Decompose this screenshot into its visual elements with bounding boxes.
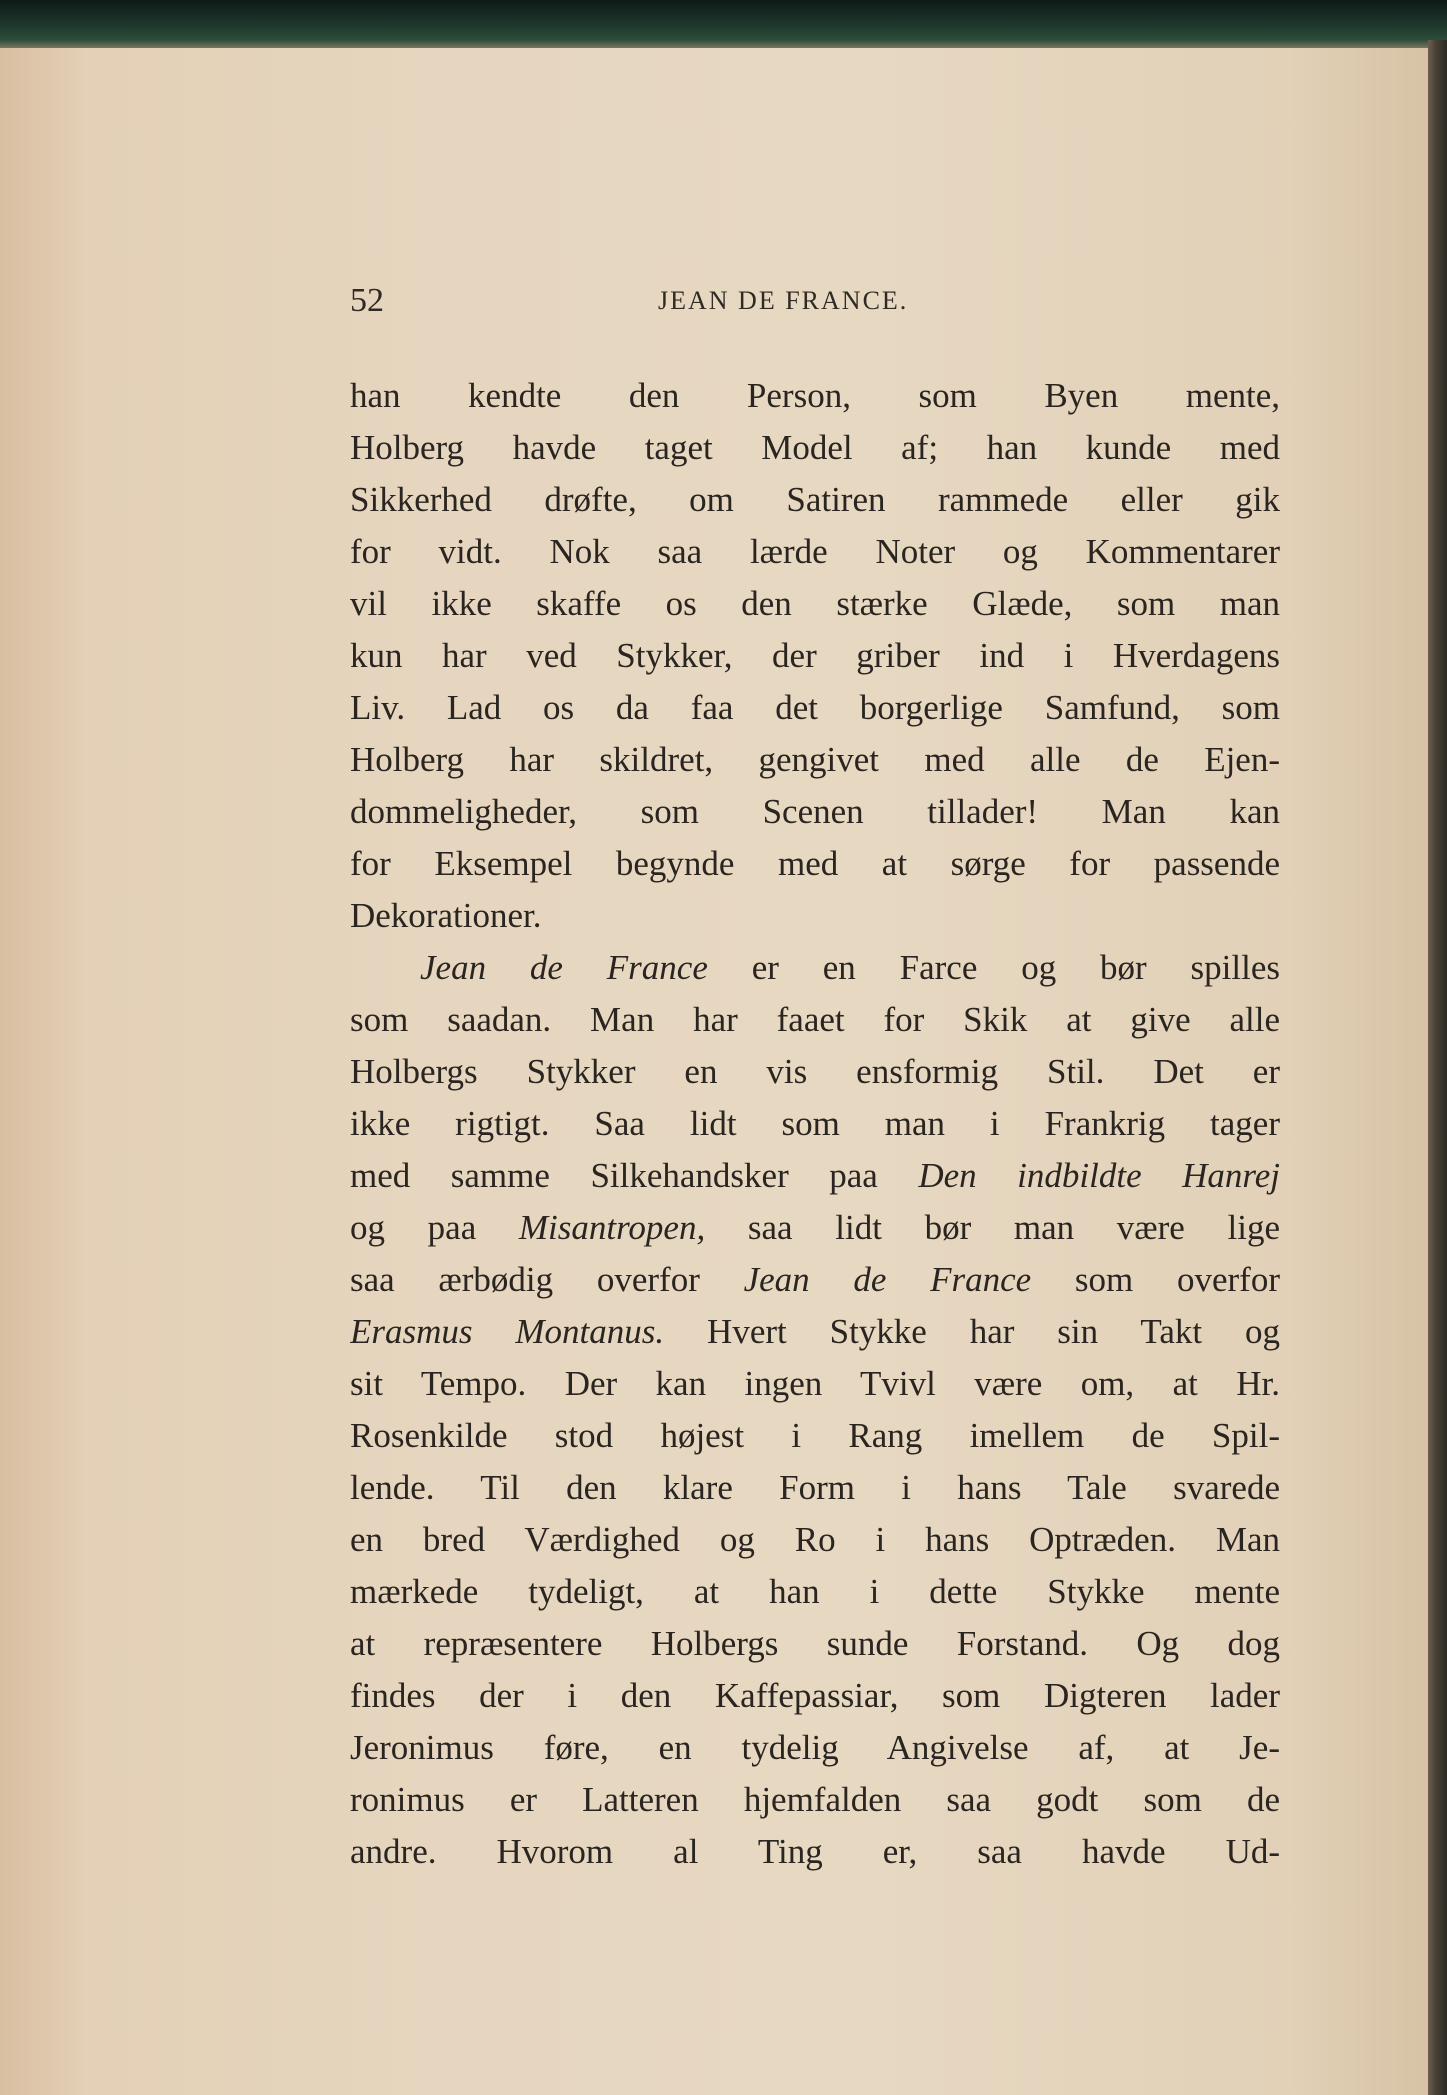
text-line: Jeronimus føre, en tydelig Angivelse af, at Je-	[350, 1728, 1280, 1767]
text-line: med samme Silkehandsker paa Den indbildte Hanrej	[350, 1156, 1280, 1195]
text-line: mærkede tydeligt, at han i dette Stykke mente	[350, 1572, 1280, 1611]
text-line: Sikkerhed drøfte, om Satiren rammede eller gik	[350, 480, 1280, 519]
text-line: Holberg havde taget Model af; han kunde med	[350, 428, 1280, 467]
text-line: Dekorationer.	[350, 896, 542, 935]
text-line: ikke rigtigt. Saa lidt som man i Frankrig tager	[350, 1104, 1280, 1143]
text-line: Liv. Lad os da faa det borgerlige Samfund, som	[350, 688, 1280, 727]
text-line: andre. Hvorom al Ting er, saa havde Ud-	[350, 1832, 1280, 1871]
text-line: dommeligheder, som Scenen tillader! Man kan	[350, 792, 1280, 831]
play-title: Jean de France	[743, 1260, 1032, 1299]
text-line: findes der i den Kaffepassiar, som Digteren lader	[350, 1676, 1280, 1715]
text-line: for Eksempel begynde med at sørge for passende	[350, 844, 1280, 883]
play-title: Den indbildte Hanrej	[918, 1156, 1280, 1195]
play-title: Jean de France	[420, 948, 708, 987]
play-title: Erasmus Montanus.	[350, 1312, 665, 1351]
text-line: at repræsentere Holbergs sunde Forstand. Og dog	[350, 1624, 1280, 1663]
running-title: JEAN DE FRANCE.	[658, 286, 909, 315]
text-line: kun har ved Stykker, der griber ind i Hverdagens	[350, 636, 1280, 675]
text-line: lende. Til den klare Form i hans Tale svarede	[350, 1468, 1280, 1507]
text-line: Holberg har skildret, gengivet med alle de Ejen-	[350, 740, 1280, 779]
text-line: Rosenkilde stod højest i Rang imellem de Spil-	[350, 1416, 1280, 1455]
text-line: og paa Misantropen, saa lidt bør man være lige	[350, 1208, 1280, 1247]
text-line: som saadan. Man har faaet for Skik at give alle	[350, 1000, 1280, 1039]
page-number: 52	[350, 282, 384, 319]
text-line: Jean de France er en Farce og bør spilles	[420, 948, 1280, 987]
text-line: for vidt. Nok saa lærde Noter og Kommentarer	[350, 532, 1280, 571]
text-line: Holbergs Stykker en vis ensformig Stil. Det er	[350, 1052, 1280, 1091]
text-line: en bred Værdighed og Ro i hans Optræden. Man	[350, 1520, 1280, 1559]
book-cover-edge	[0, 0, 1447, 50]
text-line: sit Tempo. Der kan ingen Tvivl være om, at Hr.	[350, 1364, 1280, 1403]
text-line: Erasmus Montanus. Hvert Stykke har sin Takt og	[350, 1312, 1280, 1351]
page-edge-shadow	[1428, 40, 1447, 2095]
body-text	[350, 370, 1280, 1878]
play-title: Misantropen,	[518, 1208, 706, 1247]
text-line: ronimus er Latteren hjemfalden saa godt som de	[350, 1780, 1280, 1819]
text-line: vil ikke skaffe os den stærke Glæde, som man	[350, 584, 1280, 623]
text-line: han kendte den Person, som Byen mente,	[350, 376, 1280, 415]
text-line: saa ærbødig overfor Jean de France som overfor	[350, 1260, 1280, 1299]
page-header	[350, 282, 1285, 322]
